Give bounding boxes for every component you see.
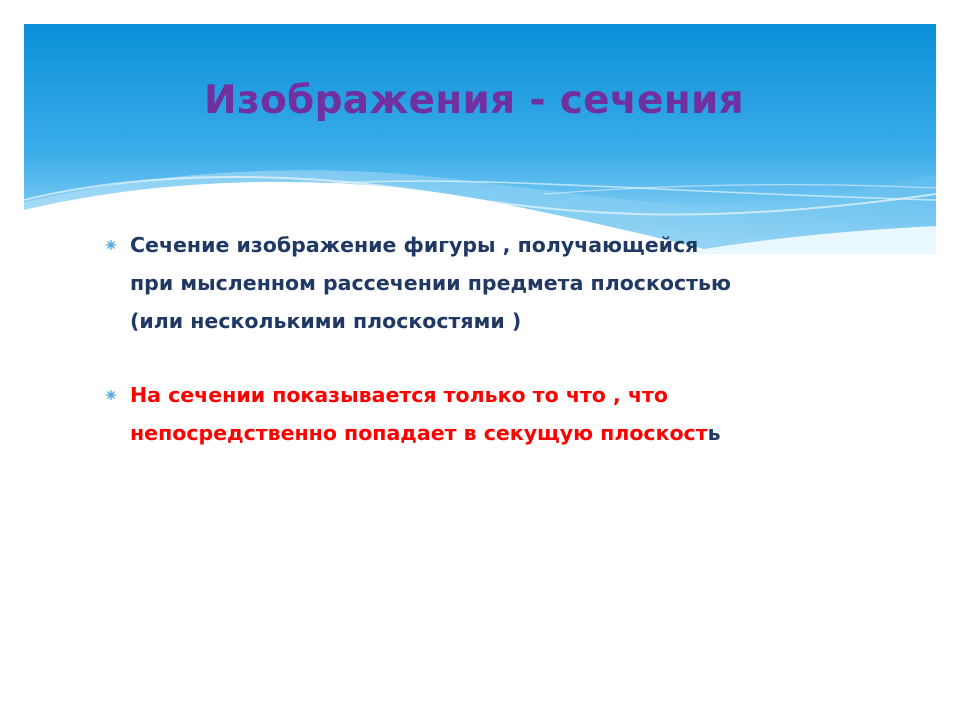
slide-title: Изображения - сечения [204,78,744,123]
bullet-item-section-definition [104,226,884,340]
bullet-text-main: На сечении показывается только то что , что непосредственно попадает в секущую плоскост [130,383,708,445]
bullet-item-section-content [104,376,884,452]
header-wave-background [24,24,936,254]
bullet-text: Сечение изображение фигуры , получающейся при мысленном рассечении предмета плоскостью (или несколькими плоскостями ) [130,233,731,333]
asterisk-icon [104,226,118,264]
bullet-text [130,376,884,452]
bullet-list [104,226,884,452]
asterisk-icon [104,376,118,414]
bullet-text-tail: ь [707,421,721,445]
